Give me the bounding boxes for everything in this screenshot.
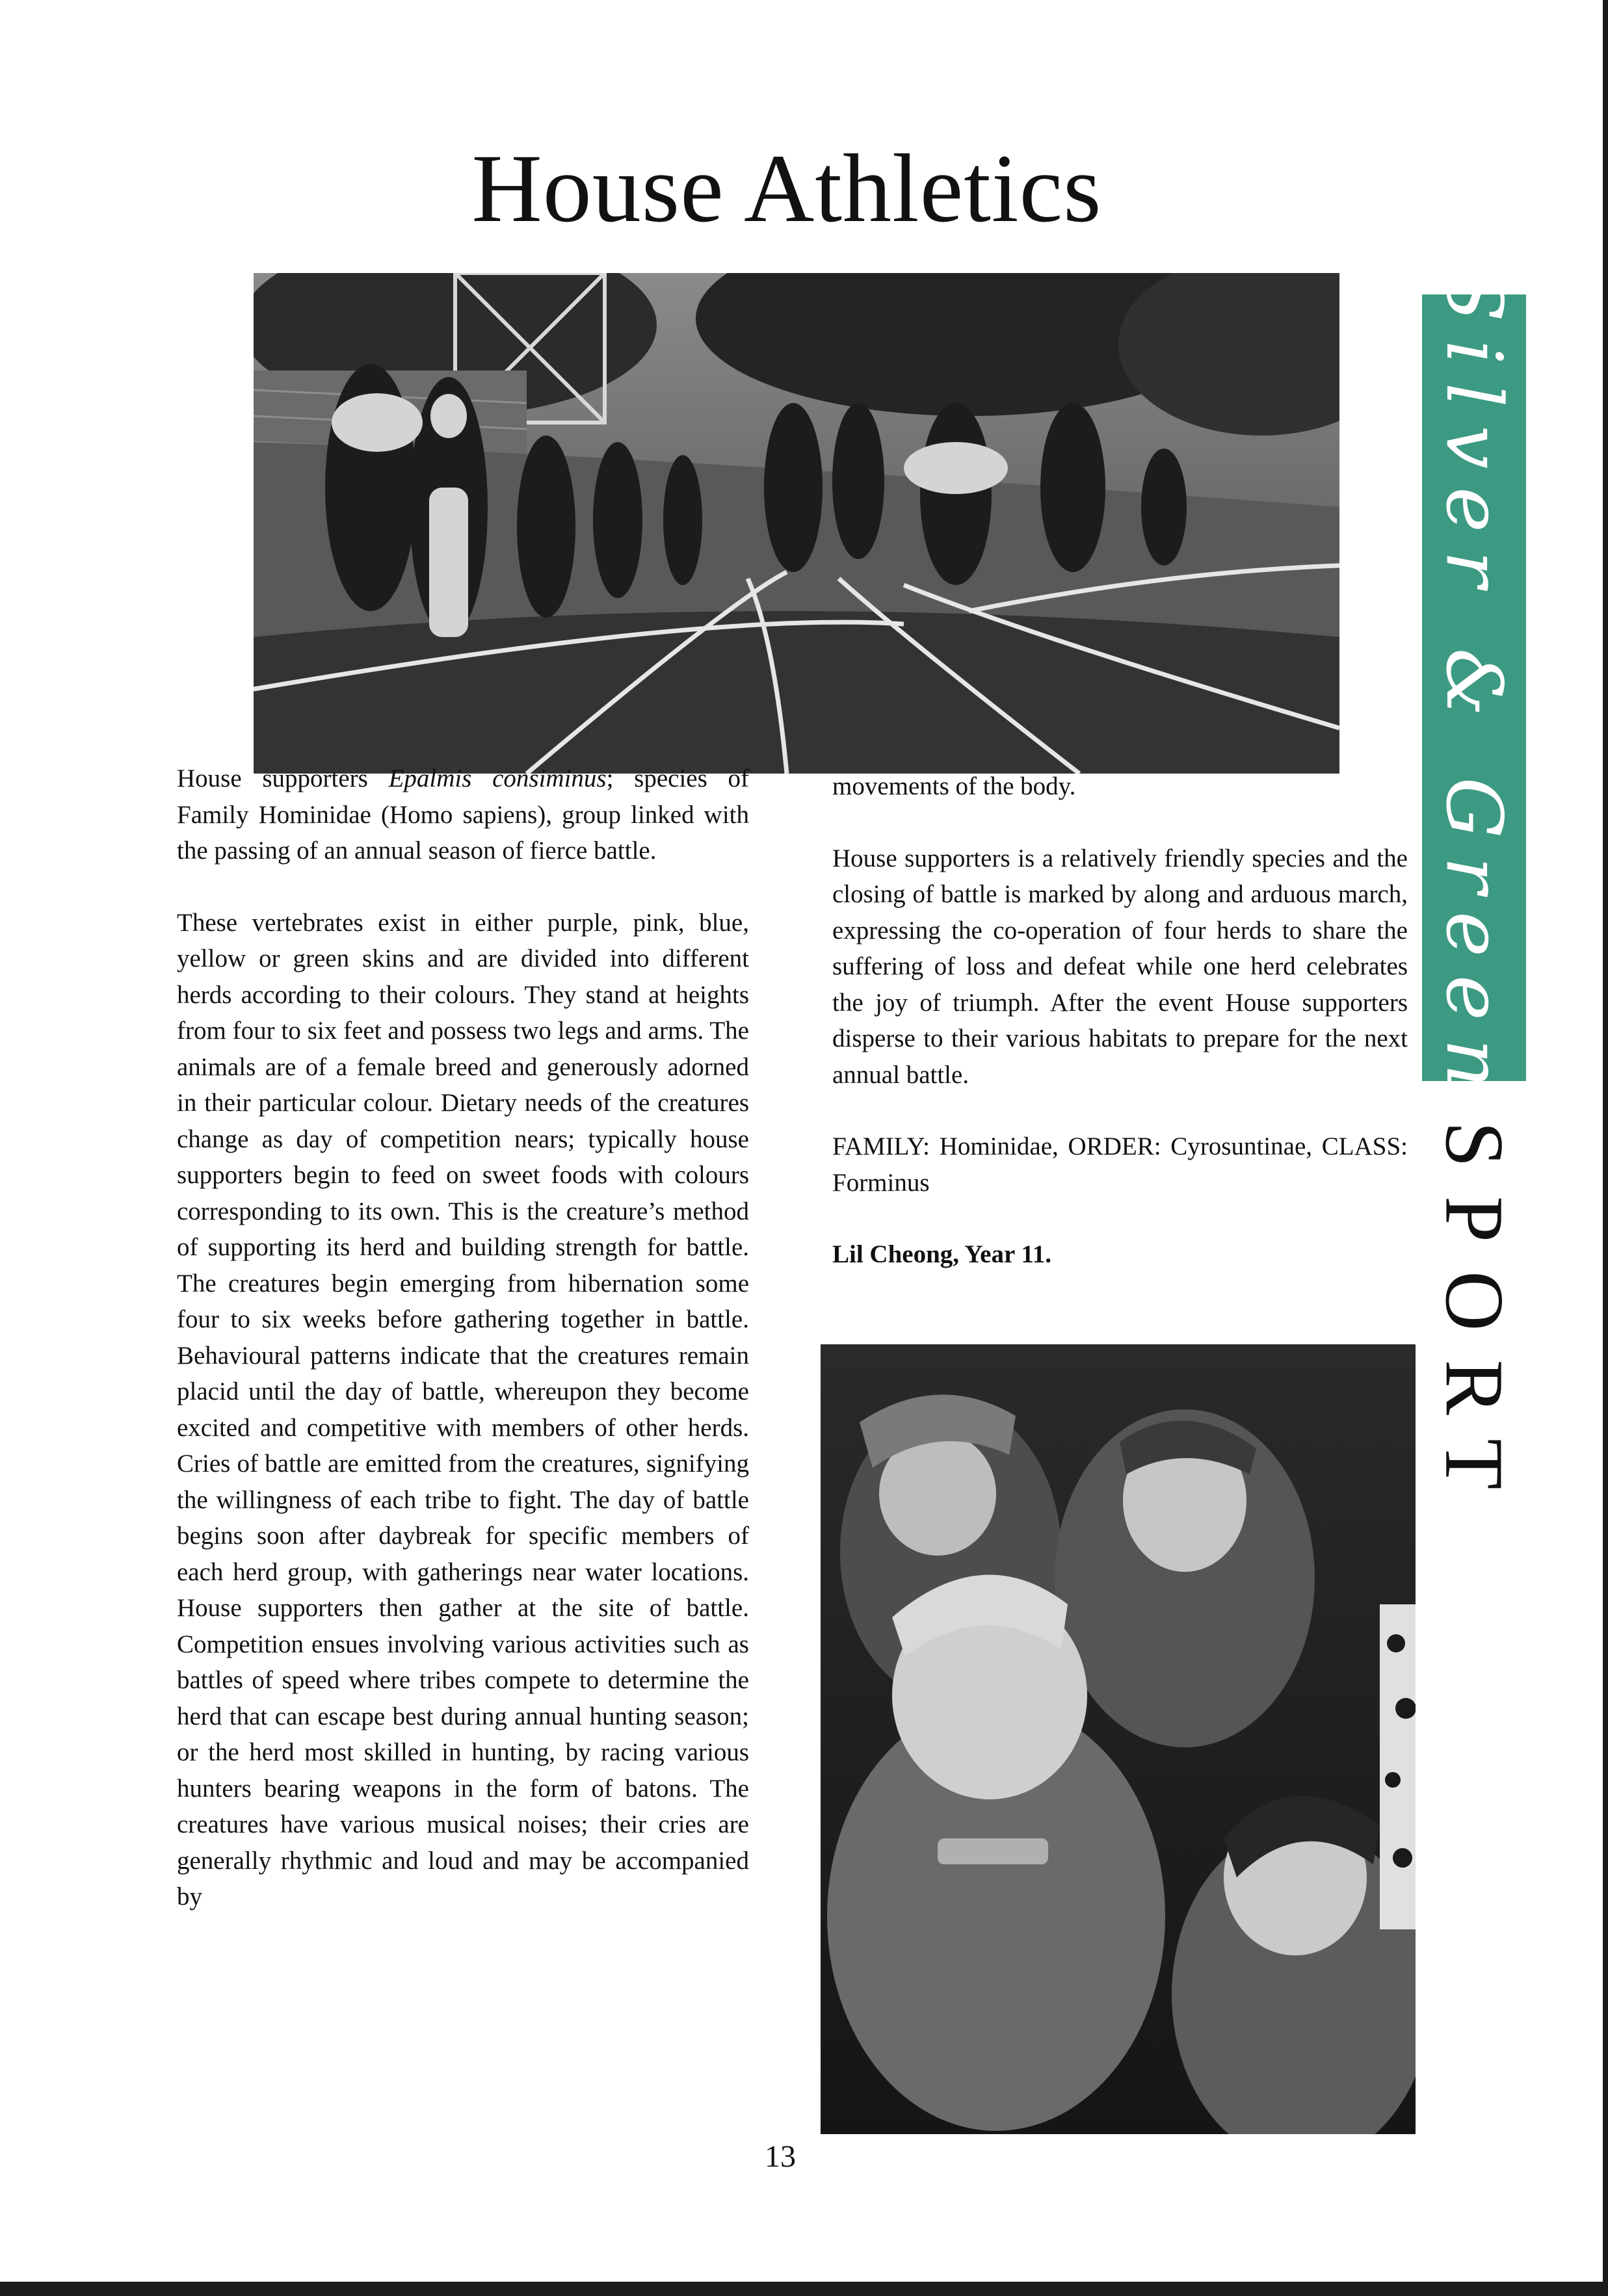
- category-label-text: SPORT: [1428, 1121, 1521, 1519]
- page-title: House Athletics: [471, 135, 1102, 242]
- species-name: Epalmis consiminus: [388, 764, 607, 792]
- photo-caption-intro: [177, 761, 749, 869]
- author-credit: Lil Cheong, Year 11.: [832, 1240, 1051, 1268]
- classification-line: FAMILY: Hominidae, ORDER: Cyrosuntinae, CLASS: Forminus: [832, 1132, 1408, 1197]
- article-paragraph-continued: movements of the body.: [832, 772, 1076, 800]
- photo-students-cheering: [821, 1344, 1416, 2134]
- intro-rest: ; species of Family Hominidae (Homo sapiens), group linked with the passing of an annual season of fierce battle.: [177, 764, 749, 865]
- section-tab-label: Silver & Green: [1429, 269, 1519, 1106]
- photo-house-supporters-march: [254, 273, 1339, 774]
- article-paragraph: House supporters is a relatively friendly species and the closing of battle is marked by along and arduous march, expressing the co-operation of four herds to share the suffering of loss and defeat while one herd celebrates the joy of triumph. After the event House supporters disperse to their various habitats to prepare for the next annual battle.: [832, 844, 1408, 1089]
- article-left-column: [177, 761, 749, 1915]
- scan-edge-right: [1603, 0, 1608, 2296]
- scan-edge-bottom: [0, 2282, 1608, 2296]
- section-tab: [1422, 269, 1526, 1106]
- page-number: 13: [765, 2139, 796, 2174]
- category-label: [1422, 1099, 1526, 1541]
- article-right-column: [832, 768, 1408, 1273]
- article-paragraph: These vertebrates exist in either purple, pink, blue, yellow or green skins and are divided into different herds according to their colours. They stand at heights from four to six feet and possess two legs and arms. The animals are of a female breed and generously adorned in their particular colour. Dietary needs of the creatures change as day of competition nears; typically house supporters begin to feed on sweet foods with colours corresponding to its own. This is the creature’s method of supporting its herd and building strength for battle. The creatures begin emerging from hibernation some four to six weeks before gathering together in battle. Behavioural patterns indicate that the creatures remain placid until the day of battle, whereupon they become excited and competitive with members of other herds. Cries of battle are emitted from the creatures, signifying the willingness of each tribe to fight. The day of battle begins soon after daybreak for specific members of each herd group, with gatherings near water locations. House supporters then gather at the site of battle. Competition ensues involving various activities such as battles of speed where tribes compete to determine the herd that can escape best during annual hunting season; or the herd most skilled in hunting, by racing various hunters bearing weapons in the form of batons. The creatures have various musical noises; their cries are generally rhythmic and loud and may be accompanied by: [177, 908, 749, 1911]
- intro-prefix: House supporters: [177, 764, 389, 792]
